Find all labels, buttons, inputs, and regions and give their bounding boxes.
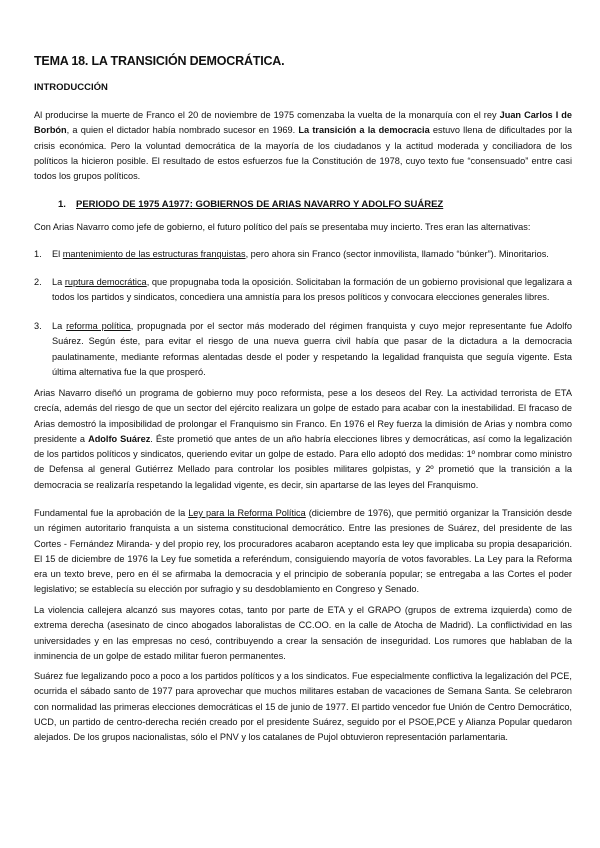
ley-text-2: (diciembre de 1976), que permitió organizar la Transición desde un régimen autoritario franquista a un sistema constitucional democrático. Entre las presiones de Suárez, del presidente de las Cortes - Fernández Miranda- y del propio rey, los procuradores acabaron aceptando esta ley que implicaba su propia desaparición. El 15 de diciembre de 1976 la Ley fue sometida a referéndum, consiguiendo mayoría de votos favorables. La Ley para la Reforma era un texto breve, pero en él se afirmaba la democracia y el principio de soberanía popular; se entregaba a las Cortes el poder legislativo; se establecía su elección por sufragio y su desdoblamiento en Congreso y Senado. — [34, 508, 573, 595]
list-item-underlined: mantenimiento de las estructuras franquistas — [62, 249, 246, 259]
intro-bold-transition: La transición a la democracia — [298, 125, 430, 136]
list-item — [34, 275, 572, 306]
intro-bold-king: Juan Carlos I de Borbón — [34, 110, 572, 136]
intro-paragraph — [34, 108, 572, 184]
paragraph-violencia: La violencia callejera alcanzó sus mayores cotas, tanto por parte de ETA y el GRAPO (grupos de extrema izquierda) como de extrema derecha (asesinato de cinco abogados laboralistas de CC.OO. en la calle de Atocha de Madrid). La conflictividad en las universidades y en las empresas no cesó, contribuyendo a crear la sensación de inseguridad. Los rumores que hablaban de la inminencia de un golpe de estado militar fueron permanentes. — [34, 605, 572, 661]
list-item-text — [52, 275, 572, 306]
section-heading-introduccion: INTRODUCCIÓN — [34, 82, 108, 93]
paragraph-suarez-elecciones: Suárez fue legalizando poco a poco a los partidos políticos y a los sindicatos. Fue especialmente conflictiva la legalización del PCE, ocurrida el sábado santo de 1977 para aprovechar que muchos militares estaban de vacaciones de Semana Santa. Se celebraron con normalidad las primeras elecciones democráticas el 15 de junio de 1977. El partido vencedor fue Unión de Centro Democrático, UCD, un partido de centro-derecha recién creado por el presidente Suárez, seguido por el PSOE,PCE y Alianza Popular quedaron alejados. De los grupos nacionalistas, sólo el PNV y los catalanes de Pujol obtuvieron representación parlamentaria. — [34, 671, 572, 743]
list-item-underlined: reforma política — [66, 321, 131, 331]
ley-underlined: Ley para la Reforma Política — [188, 508, 306, 518]
list-item-post: , que propugnaba toda la oposición. Solicitaban la formación de un gobierno provisional que legalizara a todos los partidos y sindicatos, concediera una amnistía para los presos políticos y convocara elecciones generales libres. — [52, 277, 573, 303]
list-item-post: , propugnada por el sector más moderado del régimen franquista y cuyo mejor representante fue Adolfo Suárez. Según éste, para evitar el riesgo de una nueva guerra civil había que pasar de la dictadura a la democracia paulatinamente, mediante reformas alentadas desde el poder y respetando la legalidad franquista que seguía vigente. Esta última alternativa fue la que prosperó. — [52, 321, 572, 377]
arias-text-2: . Éste prometió que antes de un año habría elecciones libres y democráticas, así como la legalización de los partidos políticos y sindicatos, queriendo evitar un golpe de estado. Para ello adoptó dos medidas: 1º nombrar como ministro de Defensa al general Gutiérrez Mellado para controlar los posibles militares golpistas, y 2º prometió que la transición a la democracia se realizaría respetando la legalidad vigente, es decir, sin apartarse de las leyes del Franquismo. — [34, 433, 572, 490]
list-item-pre: La — [52, 321, 67, 331]
arias-bold-suarez: Adolfo Suárez — [88, 433, 151, 444]
list-item-number: 1. — [34, 249, 42, 259]
list-item-underlined: ruptura democrática — [64, 277, 147, 287]
paragraph-arias-navarro — [34, 386, 572, 493]
alternatives-intro: Con Arias Navarro como jefe de gobierno, el futuro político del país se presentaba muy incierto. Tres eran las alternativas: — [34, 222, 531, 232]
intro-text-3: estuvo llena de dificultades por la crisis económica. Pero la voluntad democrática de la mayoría de los ciudadanos y la actitud moderada y conciliadora de los políticos la hicieron posible. El resultado de estos esfuerzos fue la Constitución de 1978, cuyo texto fue “consensuado” entre casi todos los grupos políticos. — [34, 125, 572, 182]
list-item-text — [52, 319, 572, 380]
list-item-number: 2. — [34, 277, 42, 287]
list-item-pre: La — [52, 277, 65, 287]
list-item-text — [52, 247, 572, 262]
section-1-heading — [58, 199, 443, 210]
list-item-number: 3. — [34, 321, 42, 331]
list-item — [34, 247, 572, 262]
list-item-post: , pero ahora sin Franco (sector inmovilista, llamado “búnker”). Minoritarios. — [245, 249, 549, 259]
list-item-pre: El — [52, 249, 63, 259]
paragraph-ley-reforma — [34, 506, 572, 598]
arias-text-1: Arias Navarro diseñó un programa de gobierno muy poco reformista, pese a los deseos del Rey. La actividad terrorista de ETA crecía, además del riesgo de que un sector del ejército realizara un golpe de estado para acabar con la inestabilidad. El fracaso de Arias demostró la imposibilidad de prolongar el Franquismo sin Franco. En 1976 el Rey fuerza la dimisión de Arias y nombra como presidente a — [34, 388, 572, 444]
section-1-number: 1. — [58, 199, 66, 210]
intro-text-2: , a quien el dictador había nombrado sucesor en 1969. — [66, 125, 299, 136]
list-item — [34, 319, 572, 380]
ley-text-1: Fundamental fue la aprobación de la — [34, 508, 189, 518]
section-1-label: PERIODO DE 1975 A1977: GOBIERNOS DE ARIAS NAVARRO Y ADOLFO SUÁREZ — [76, 199, 444, 210]
document-title: TEMA 18. LA TRANSICIÓN DEMOCRÁTICA. — [34, 54, 285, 68]
intro-text-1: Al producirse la muerte de Franco el 20 de noviembre de 1975 comenzaba la vuelta de la monarquía con el rey — [34, 110, 500, 120]
